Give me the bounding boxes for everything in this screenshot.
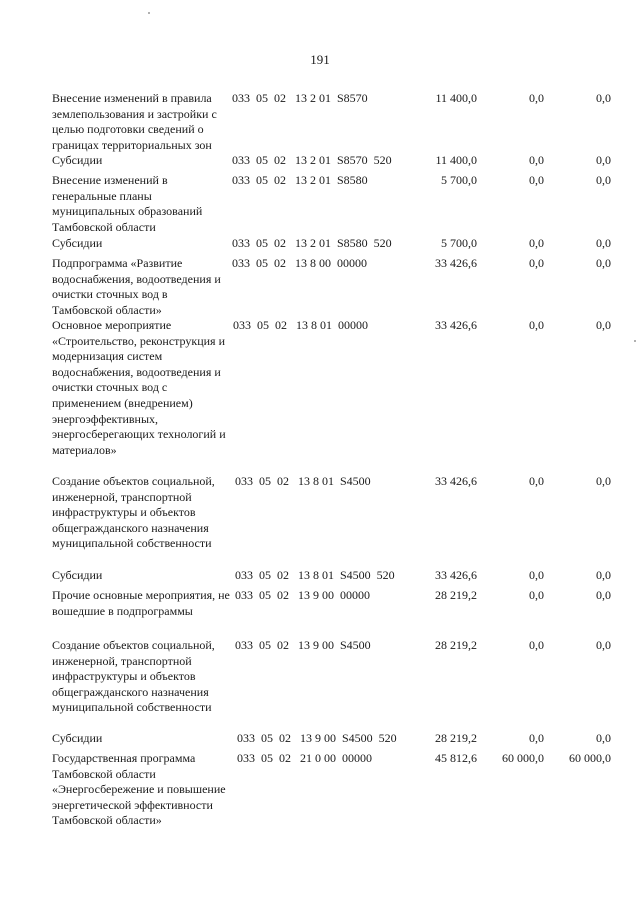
- row-value-3: 0,0: [596, 731, 611, 745]
- row-value-1: 45 812,6: [435, 751, 477, 765]
- row-code: 033 05 02 13 9 00 S4500: [235, 638, 371, 652]
- row-value-2: 0,0: [529, 153, 544, 167]
- row-code: 033 05 02 21 0 00 00000: [237, 751, 372, 765]
- row-value-2: 0,0: [529, 474, 544, 488]
- row-code: 033 05 02 13 8 01 S4500: [235, 474, 371, 488]
- row-value-3: 0,0: [596, 256, 611, 270]
- row-value-1: 33 426,6: [435, 318, 477, 332]
- row-name: Субсидии: [52, 153, 103, 167]
- row-name: Создание объектов социальной, инженерной, транспортной инфраструктуры и объектов общегражданского назначения муниципальной собственности: [52, 638, 215, 715]
- row-name: Государственная программа Тамбовской области «Энергосбережение и повышение энергетической эффективности Тамбовской области»: [52, 751, 226, 828]
- row-value-2: 0,0: [529, 731, 544, 745]
- row-value-3: 0,0: [596, 173, 611, 187]
- row-value-3: 60 000,0: [569, 751, 611, 765]
- row-value-1: 11 400,0: [435, 91, 477, 105]
- row-value-2: 0,0: [529, 318, 544, 332]
- row-value-2: 0,0: [529, 568, 544, 582]
- row-code: 033 05 02 13 8 01 S4500 520: [235, 568, 395, 582]
- page-number: 191: [310, 52, 330, 67]
- row-value-2: 0,0: [529, 638, 544, 652]
- row-value-3: 0,0: [596, 153, 611, 167]
- row-value-1: 5 700,0: [441, 236, 477, 250]
- row-code: 033 05 02 13 2 01 S8580: [232, 173, 368, 187]
- row-value-3: 0,0: [596, 474, 611, 488]
- row-name: Прочие основные мероприятия, не вошедшие в подпрограммы: [52, 588, 230, 618]
- row-value-1: 28 219,2: [435, 638, 477, 652]
- row-code: 033 05 02 13 2 01 S8570: [232, 91, 368, 105]
- row-value-2: 0,0: [529, 236, 544, 250]
- scan-speck: [634, 340, 636, 342]
- scan-speck: [148, 12, 150, 14]
- row-name: Подпрограмма «Развитие водоснабжения, водоотведения и очистки сточных вод в Тамбовской области»: [52, 256, 221, 317]
- row-value-1: 33 426,6: [435, 256, 477, 270]
- row-code: 033 05 02 13 8 01 00000: [233, 318, 368, 332]
- row-value-1: 33 426,6: [435, 474, 477, 488]
- row-value-1: 28 219,2: [435, 588, 477, 602]
- row-value-2: 0,0: [529, 91, 544, 105]
- row-value-2: 0,0: [529, 173, 544, 187]
- row-value-3: 0,0: [596, 91, 611, 105]
- row-code: 033 05 02 13 8 00 00000: [232, 256, 367, 270]
- row-value-2: 0,0: [529, 588, 544, 602]
- row-value-1: 5 700,0: [441, 173, 477, 187]
- row-value-1: 33 426,6: [435, 568, 477, 582]
- row-value-3: 0,0: [596, 236, 611, 250]
- row-code: 033 05 02 13 9 00 S4500 520: [237, 731, 397, 745]
- row-code: 033 05 02 13 2 01 S8570 520: [232, 153, 392, 167]
- row-name: Субсидии: [52, 568, 103, 582]
- row-value-1: 28 219,2: [435, 731, 477, 745]
- row-value-2: 0,0: [529, 256, 544, 270]
- row-value-3: 0,0: [596, 568, 611, 582]
- row-value-3: 0,0: [596, 318, 611, 332]
- row-name: Основное мероприятие «Строительство, реконструкция и модернизация систем водоснабжения, водоотведения и очистки сточных вод с применением (внедрением) энергоэффективных, энергосберегающих технологий и материалов»: [52, 318, 226, 457]
- row-value-3: 0,0: [596, 588, 611, 602]
- row-name: Субсидии: [52, 236, 103, 250]
- row-name: Субсидии: [52, 731, 103, 745]
- row-name: Создание объектов социальной, инженерной, транспортной инфраструктуры и объектов общегражданского назначения муниципальной собственности: [52, 474, 215, 551]
- row-code: 033 05 02 13 2 01 S8580 520: [232, 236, 392, 250]
- row-value-2: 60 000,0: [502, 751, 544, 765]
- row-code: 033 05 02 13 9 00 00000: [235, 588, 370, 602]
- row-name: Внесение изменений в генеральные планы муниципальных образований Тамбовской области: [52, 173, 203, 234]
- row-value-1: 11 400,0: [435, 153, 477, 167]
- row-name: Внесение изменений в правила землепользования и застройки с целью подготовки сведений о границах территориальных зон: [52, 91, 217, 152]
- row-value-3: 0,0: [596, 638, 611, 652]
